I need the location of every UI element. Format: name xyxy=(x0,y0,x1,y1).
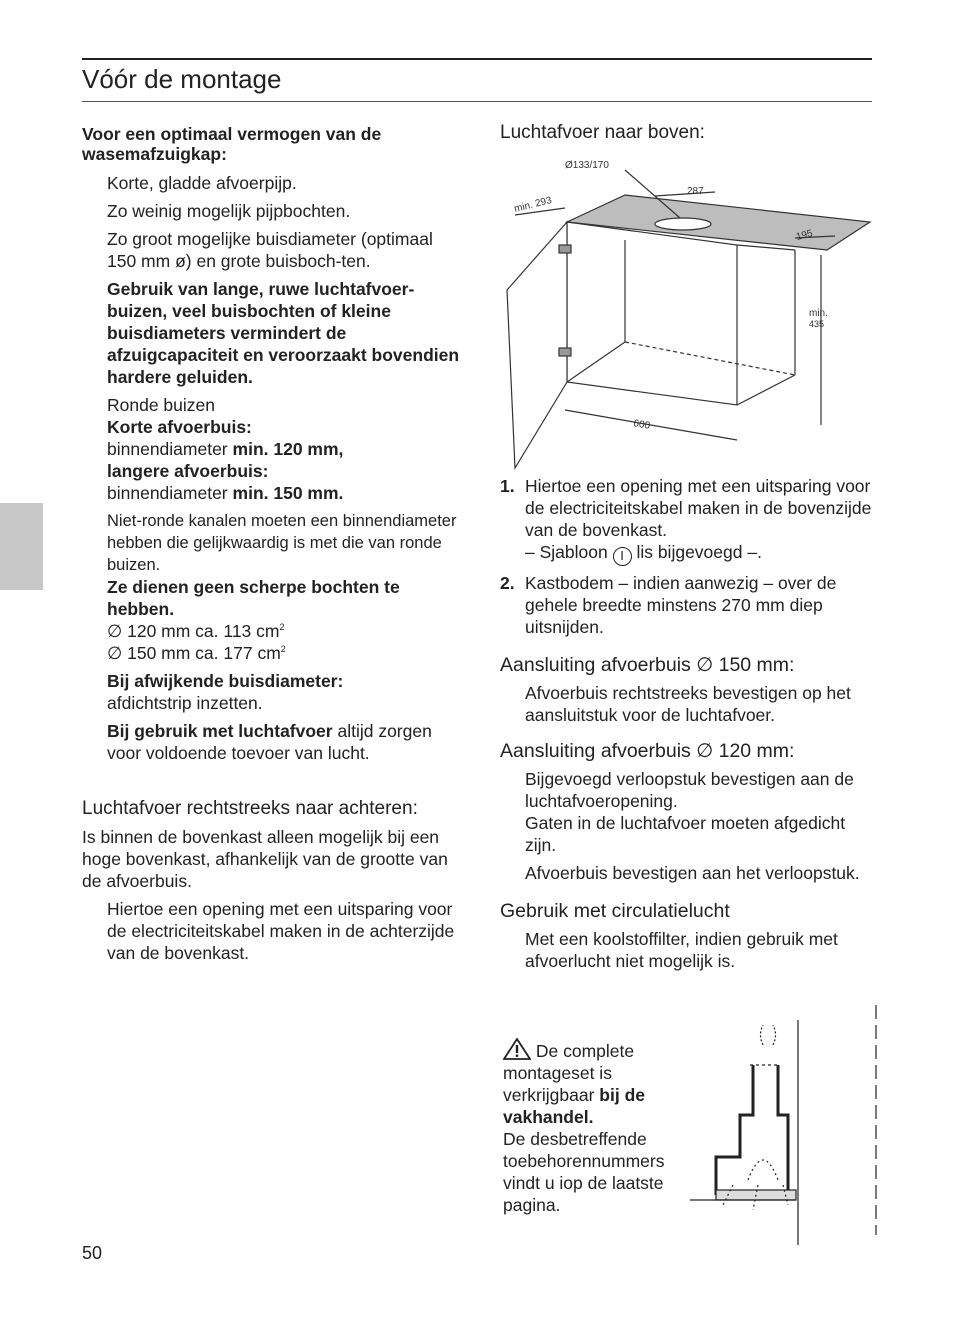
step-1-template xyxy=(525,541,872,566)
circ-text: Met een koolstoffilter, indien gebruik met afvoerlucht niet mogelijk is. xyxy=(525,929,838,971)
step-1-text: Hiertoe een opening met een uitsparing voor de electriciteitskabel maken in de bovenzijde van de bovenkast. xyxy=(525,476,872,540)
exhaust-bold: Bij gebruik met luchtafvoer xyxy=(107,721,333,741)
inner-diameter-label: binnendiameter xyxy=(107,439,228,459)
min150-value: min. 150 mm. xyxy=(232,483,344,503)
circulation-diagram xyxy=(688,1005,878,1245)
deviating-label: Bij afwijkende buisdiameter: xyxy=(107,671,344,691)
sjabloon-post: lis bijgevoegd –. xyxy=(631,542,762,562)
w287-label: 287 xyxy=(687,186,704,197)
kit-note xyxy=(503,1038,683,1216)
c120-text2: Gaten in de luchtafvoer moeten afgedicht zijn. xyxy=(525,813,846,855)
c120-text1: Bijgevoegd verloopstuk bevestigen aan de luchtafvoeropening. xyxy=(525,769,854,811)
title-rule xyxy=(82,101,872,102)
no-bends-text: Ze dienen geen scherpe bochten te hebben. xyxy=(107,577,400,619)
d195-label: 195 xyxy=(795,228,814,243)
cabinet-diagram xyxy=(505,150,875,470)
c120-text3: Afvoerbuis bevestigen aan het verloopstuk. xyxy=(525,863,860,883)
round-pipes-label: Ronde buizen xyxy=(107,395,215,415)
intro-heading: Voor een optimaal vermogen van de wasemafzuigkap: xyxy=(82,124,382,164)
back-heading: Luchtafvoer rechtstreeks naar achteren: xyxy=(82,798,418,819)
exhaust-note xyxy=(82,720,462,764)
sup-2: 2 xyxy=(279,622,285,633)
step-2-text: Kastbodem – indien aanwezig – over de gehele breedte minstens 270 mm diep uitsnijden. xyxy=(525,573,837,637)
area-120-text: ∅ 120 mm ca. 113 cm xyxy=(107,621,280,641)
template-symbol-icon: I xyxy=(613,547,632,566)
min293-label: min. 293 xyxy=(513,194,553,215)
sjabloon-pre: – Sjabloon xyxy=(525,542,613,562)
step-1 xyxy=(500,475,872,566)
inner-diameter-label-2: binnendiameter xyxy=(107,483,228,503)
circ-heading: Gebruik met circulatielucht xyxy=(500,900,730,922)
c150-heading: Aansluiting afvoerbuis ∅ 150 mm: xyxy=(500,654,795,676)
top-rule xyxy=(82,58,872,60)
longer-pipe-label: langere afvoerbuis: xyxy=(107,461,269,481)
exhaust-text: altijd zorgen voor voldoende toevoer van lucht. xyxy=(107,721,432,763)
area-120 xyxy=(82,620,462,642)
tip-few-bends: Zo weinig mogelijk pijpbochten. xyxy=(107,201,351,221)
round-pipes-block xyxy=(82,394,462,504)
note-text-1: De complete montageset is verkrijgbaar xyxy=(503,1041,635,1105)
area-150-text: ∅ 150 mm ca. 177 cm xyxy=(107,643,281,663)
tip-large-diameter: Zo groot mogelijke buisdiameter (optimaal 150 mm ø) en grote buisboch-ten. xyxy=(107,229,433,271)
step-2-number: 2. xyxy=(500,573,515,593)
up-heading: Luchtafvoer naar boven: xyxy=(500,122,705,143)
area-150 xyxy=(82,642,462,664)
page-title: Vóór de montage xyxy=(82,64,282,94)
note-bold: bij de vakhandel. xyxy=(503,1085,645,1127)
min120-value: min. 120 mm, xyxy=(232,439,344,459)
w600-label: 600 xyxy=(632,418,651,432)
nonround-text: Niet-ronde kanalen moeten een binnendiameter hebben die gelijkwaardig is met die van ronde buizen. xyxy=(107,512,457,574)
c120-heading: Aansluiting afvoerbuis ∅ 120 mm: xyxy=(500,740,795,762)
right-steps xyxy=(500,475,872,978)
deviating-text: afdichtstrip inzetten. xyxy=(107,693,263,713)
performance-warning: Gebruik van lange, ruwe luchtafvoer-buizen, veel buisbochten of kleine buisdiameters vermindert de afzuigcapaciteit en veroorzaakt bovendien hardere geluiden. xyxy=(107,279,460,387)
sup-2b: 2 xyxy=(280,644,286,655)
page-number: 50 xyxy=(82,1243,103,1263)
left-column xyxy=(82,124,462,970)
min-label: min. xyxy=(809,308,828,319)
diameter-label: Ø133/170 xyxy=(565,160,609,171)
tip-short-pipe: Korte, gladde afvoerpijp. xyxy=(107,173,297,193)
right-column xyxy=(500,122,872,144)
short-pipe-label: Korte afvoerbuis: xyxy=(107,417,252,437)
step-1-number: 1. xyxy=(500,476,515,496)
deviating-block xyxy=(82,670,462,714)
h435-label: 435 xyxy=(809,319,825,329)
c150-text: Afvoerbuis rechtstreeks bevestigen op het aansluitstuk voor de luchtafvoer. xyxy=(525,683,851,725)
note-text-2: De desbetreffende toebehorennummers vindt u iop de laatste pagina. xyxy=(503,1129,665,1215)
step-2 xyxy=(500,572,872,638)
warning-triangle-icon xyxy=(503,1041,536,1061)
back-step: Hiertoe een opening met een uitsparing voor de electriciteitskabel maken in de achterzijde van de bovenkast. xyxy=(107,899,455,963)
side-tab xyxy=(0,503,43,590)
back-text: Is binnen de bovenkast alleen mogelijk bij een hoge bovenkast, afhankelijk van de grootte van de afvoerbuis. xyxy=(82,827,448,891)
